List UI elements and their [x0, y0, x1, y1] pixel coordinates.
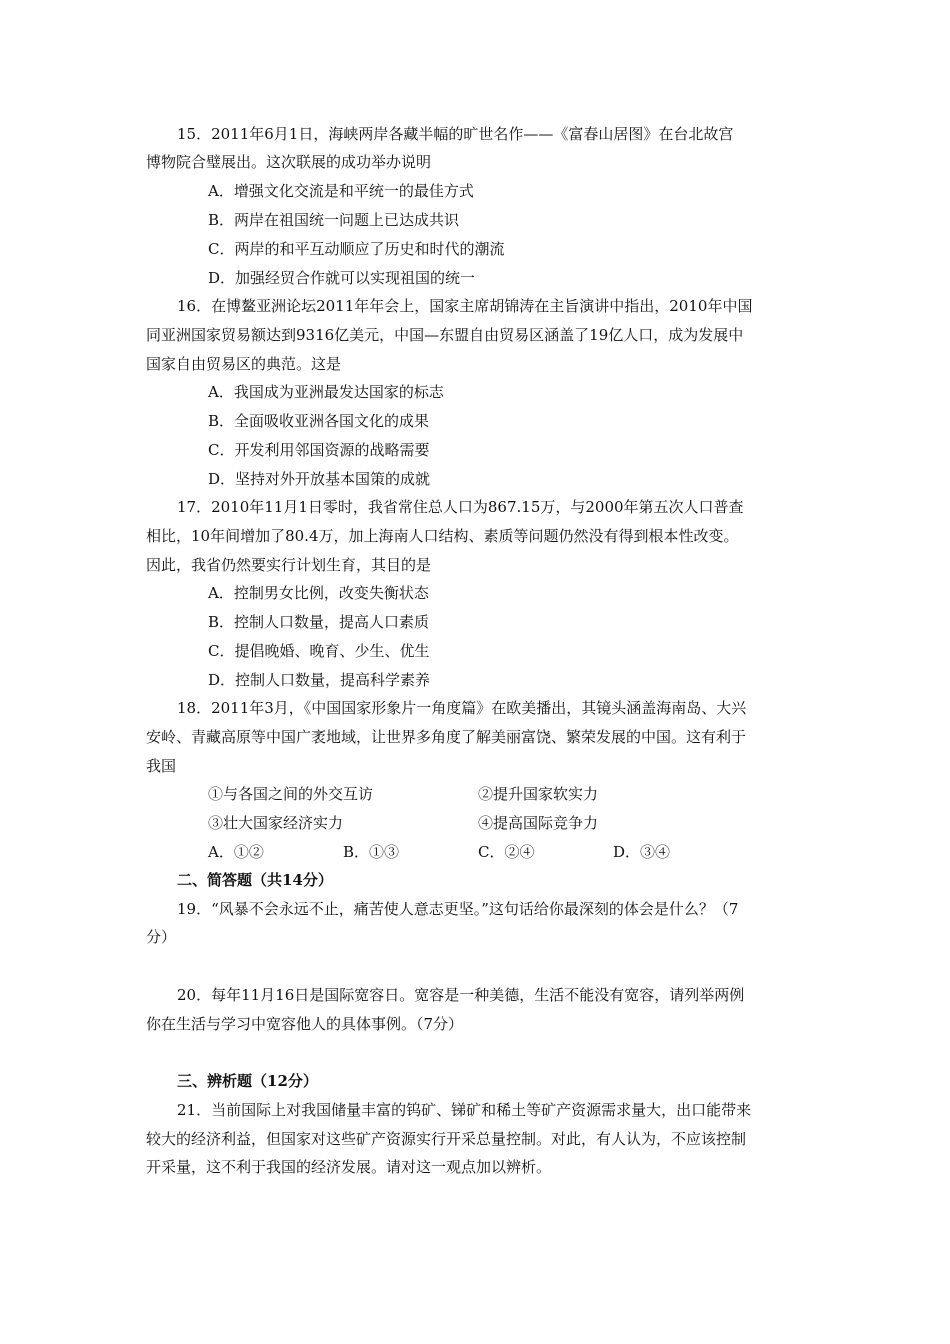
q15-stem-line1: 15．2011年6月1日，海峡两岸各藏半幅的旷世名作——《富春山居图》在台北故宫	[177, 125, 734, 143]
q15-option-d: D．加强经贸合作就可以实现祖国的统一	[208, 269, 476, 287]
q20-stem-line1: 20．每年11月16日是国际宽容日。宽容是一种美德，生活不能没有宽容，请列举两例	[177, 986, 745, 1004]
q18-stem-line1: 18．2011年3月，《中国国家形象片一角度篇》在欧美播出，其镜头涵盖海南岛、大兴	[177, 699, 747, 717]
q19-stem-line2: 分）	[146, 928, 177, 946]
q18-option-c: C．②④	[478, 843, 535, 861]
q18-item-1: ①与各国之间的外交互访	[208, 785, 374, 803]
section-2-heading: 二、简答题（共14分）	[177, 871, 333, 889]
q17-stem-line1: 17．2010年11月1日零时，我省常住总人口为867.15万，与2000年第五次人口普查	[177, 498, 744, 516]
q15-option-a: A．增强文化交流是和平统一的最佳方式	[208, 182, 474, 200]
q17-option-d: D．控制人口数量，提高科学素养	[208, 671, 431, 689]
q16-option-a: A．我国成为亚洲最发达国家的标志	[208, 383, 444, 401]
q15-option-c: C．两岸的和平互动顺应了历史和时代的潮流	[208, 240, 505, 258]
q16-stem-line2: 同亚洲国家贸易额达到9316亿美元，中国—东盟自由贸易区涵盖了19亿人口，成为发展中	[146, 326, 744, 344]
q16-option-b: B．全面吸收亚洲各国文化的成果	[208, 412, 430, 430]
q15-stem-line2: 博物院合璧展出。这次联展的成功举办说明	[146, 153, 432, 171]
q19-stem-line1: 19．“风暴不会永远不止，痛苦使人意志更坚。”这句话给你最深刻的体会是什么？（7	[177, 900, 739, 918]
q16-option-d: D．坚持对外开放基本国策的成就	[208, 470, 431, 488]
q17-stem-line3: 因此，我省仍然要实行计划生育，其目的是	[146, 556, 432, 574]
q18-stem-line2: 安岭、青藏高原等中国广袤地域，让世界多角度了解美丽富饶、繁荣发展的中国。这有利于	[146, 728, 747, 746]
q18-option-a: A．①②	[208, 843, 264, 861]
q17-option-c: C．提倡晚婚、晚育、少生、优生	[208, 642, 430, 660]
q18-item-2: ②提升国家软实力	[478, 785, 599, 803]
q16-stem-line1: 16．在博鳌亚洲论坛2011年年会上，国家主席胡锦涛在主旨演讲中指出，2010年中国	[177, 297, 753, 315]
q21-stem-line1: 21．当前国际上对我国储量丰富的钨矿、锑矿和稀土等矿产资源需求量大，出口能带来	[177, 1101, 752, 1119]
q18-option-d: D．③④	[613, 843, 671, 861]
q20-stem-line2: 你在生活与学习中宽容他人的具体事例。（7分）	[146, 1015, 464, 1033]
q16-option-c: C．开发利用邻国资源的战略需要	[208, 441, 430, 459]
q18-item-4: ④提高国际竞争力	[478, 814, 599, 832]
q17-stem-line2: 相比，10年间增加了80.4万，加上海南人口结构、素质等问题仍然没有得到根本性改变。	[146, 527, 739, 545]
q21-stem-line2: 较大的经济利益，但国家对这些矿产资源实行开采总量控制。对此，有人认为，不应该控制	[146, 1130, 747, 1148]
q17-option-a: A．控制男女比例，改变失衡状态	[208, 584, 429, 602]
q18-item-3: ③壮大国家经济实力	[208, 814, 344, 832]
section-3-heading: 三、辨析题（12分）	[177, 1072, 318, 1090]
q18-option-b: B．①③	[343, 843, 400, 861]
q21-stem-line3: 开采量，这不利于我国的经济发展。请对这一观点加以辨析。	[146, 1158, 552, 1176]
q15-option-b: B．两岸在祖国统一问题上已达成共识	[208, 211, 460, 229]
q16-stem-line3: 国家自由贸易区的典范。这是	[146, 355, 342, 373]
q17-option-b: B．控制人口数量，提高人口素质	[208, 613, 430, 631]
q18-stem-line3: 我国	[146, 757, 177, 775]
